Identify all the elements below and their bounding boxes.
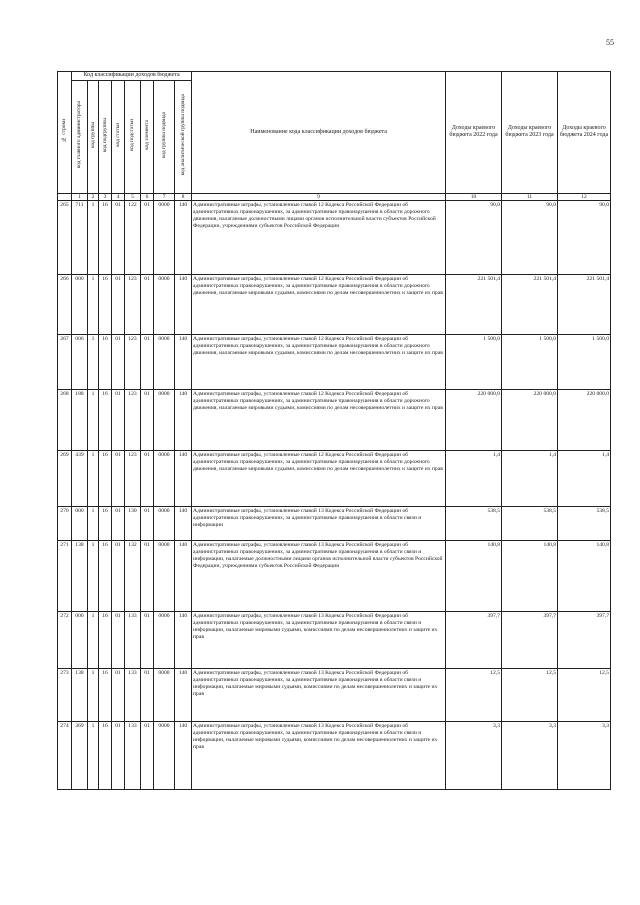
group-code: 1 bbox=[88, 722, 99, 790]
subgroup-code: 16 bbox=[99, 612, 112, 669]
article-code: 01 bbox=[112, 201, 125, 275]
income-2024-value: 221 501,4 bbox=[558, 275, 611, 335]
income-2023-value: 3,3 bbox=[502, 722, 558, 790]
row-number: 271 bbox=[58, 541, 72, 612]
admin-code: 138 bbox=[72, 669, 88, 722]
income-2024-value: 538,5 bbox=[558, 507, 611, 541]
subtype-group-code: 0000 bbox=[154, 201, 175, 275]
admin-code: 000 bbox=[72, 275, 88, 335]
subarticle-code: 132 bbox=[125, 541, 141, 612]
subarticle-code: 123 bbox=[125, 335, 141, 390]
row-number: 272 bbox=[58, 612, 72, 669]
group-code: 1 bbox=[88, 201, 99, 275]
income-2022-value: 1,4 bbox=[446, 451, 502, 507]
article-code: 01 bbox=[112, 541, 125, 612]
subgroup-code: 16 bbox=[99, 275, 112, 335]
subarticle-code: 123 bbox=[125, 275, 141, 335]
income-2023-value: 397,7 bbox=[502, 612, 558, 669]
income-2022-value: 397,7 bbox=[446, 612, 502, 669]
column-number: 12 bbox=[558, 193, 611, 201]
income-2022-value: 538,5 bbox=[446, 507, 502, 541]
subgroup-code: 16 bbox=[99, 722, 112, 790]
income-code-name: Административные штрафы, установленные главой 12 Кодекса Российской Федерации об административных правонарушениях, за административные правонарушения в области дорожного движения, налагаемые мировыми судьями, комиссиями по делам несовершеннолетних и защите их прав bbox=[192, 335, 446, 390]
row-number: 267 bbox=[58, 335, 72, 390]
table-row bbox=[58, 612, 611, 669]
income-2022-value: 1 500,0 bbox=[446, 335, 502, 390]
classification-code-header: Код классификации доходов бюджета bbox=[72, 72, 192, 81]
income-2022-value: 3,3 bbox=[446, 722, 502, 790]
analytic-group-code: 140 bbox=[175, 541, 192, 612]
column-number: 11 bbox=[502, 193, 558, 201]
admin-code-header: код главного администратора bbox=[72, 80, 88, 193]
analytic-group-code: 140 bbox=[175, 335, 192, 390]
admin-code: 138 bbox=[72, 541, 88, 612]
column-number: 2 bbox=[88, 193, 99, 201]
admin-code: 369 bbox=[72, 722, 88, 790]
subgroup-code: 16 bbox=[99, 451, 112, 507]
subarticle-code: 133 bbox=[125, 722, 141, 790]
article-code: 01 bbox=[112, 275, 125, 335]
income-2022-value: 140,8 bbox=[446, 541, 502, 612]
admin-code: 000 bbox=[72, 612, 88, 669]
column-number: 1 bbox=[72, 193, 88, 201]
admin-code: 000 bbox=[72, 507, 88, 541]
admin-code: 439 bbox=[72, 451, 88, 507]
analytic-group-code: 140 bbox=[175, 507, 192, 541]
income-code-name: Административные штрафы, установленные главой 13 Кодекса Российской Федерации об административных правонарушениях, за административные правонарушения в области связи и информации bbox=[192, 507, 446, 541]
subtype-group-code: 0000 bbox=[154, 275, 175, 335]
column-number bbox=[58, 193, 72, 201]
income-code-name: Административные штрафы, установленные главой 12 Кодекса Российской Федерации об административных правонарушениях, за административные правонарушения в области дорожного движения, налагаемые мировыми судьями, комиссиями по делам несовершеннолетних и защите их прав bbox=[192, 451, 446, 507]
table-row bbox=[58, 669, 611, 722]
subtype-group-code: 0000 bbox=[154, 390, 175, 451]
income-code-name: Административные штрафы, установленные главой 13 Кодекса Российской Федерации об административных правонарушениях, за административные правонарушения в области связи и информации, налагаемые мировыми судьями, комиссиями по делам несовершеннолетних и защите их прав bbox=[192, 612, 446, 669]
subtype-group-code: 0000 bbox=[154, 722, 175, 790]
column-number: 8 bbox=[175, 193, 192, 201]
income-2023-value: 12,5 bbox=[502, 669, 558, 722]
row-number: 266 bbox=[58, 275, 72, 335]
element-code: 01 bbox=[141, 201, 154, 275]
income-2024-value: 90,0 bbox=[558, 201, 611, 275]
subtype-group-code: 0000 bbox=[154, 669, 175, 722]
subtype-group-code: 0000 bbox=[154, 451, 175, 507]
income-2023-value: 221 501,4 bbox=[502, 275, 558, 335]
income-code-name: Административные штрафы, установленные главой 13 Кодекса Российской Федерации об административных правонарушениях, за административные правонарушения в области связи и информации, налагаемые должностными лицами органов исполнительной власти субъектов Российской Федерации, учреждениями субъектов Российской Федерации bbox=[192, 541, 446, 612]
table-row bbox=[58, 507, 611, 541]
element-code: 01 bbox=[141, 275, 154, 335]
subgroup-code: 16 bbox=[99, 541, 112, 612]
page-number: 55 bbox=[606, 38, 614, 47]
group-code: 1 bbox=[88, 669, 99, 722]
element-code: 01 bbox=[141, 507, 154, 541]
group-code: 1 bbox=[88, 612, 99, 669]
subgroup-code: 16 bbox=[99, 201, 112, 275]
subtype-group-code: 0000 bbox=[154, 507, 175, 541]
table-row bbox=[58, 275, 611, 335]
element-code: 01 bbox=[141, 390, 154, 451]
analytic-group-code: 140 bbox=[175, 669, 192, 722]
subgroup-code-header: код подгруппы bbox=[99, 80, 112, 193]
subgroup-code: 16 bbox=[99, 335, 112, 390]
column-number: 9 bbox=[192, 193, 446, 201]
subgroup-code: 16 bbox=[99, 507, 112, 541]
table-row bbox=[58, 201, 611, 275]
group-code: 1 bbox=[88, 390, 99, 451]
analytic-group-code: 140 bbox=[175, 390, 192, 451]
subarticle-code: 122 bbox=[125, 201, 141, 275]
element-code-header: код элемента bbox=[141, 80, 154, 193]
table-row bbox=[58, 451, 611, 507]
row-number: 270 bbox=[58, 507, 72, 541]
subarticle-code: 133 bbox=[125, 669, 141, 722]
income-2024-value: 1,4 bbox=[558, 451, 611, 507]
income-2024-value: 3,3 bbox=[558, 722, 611, 790]
income-2024-value: 397,7 bbox=[558, 612, 611, 669]
analytic-group-code: 140 bbox=[175, 612, 192, 669]
group-code: 1 bbox=[88, 335, 99, 390]
table-body bbox=[58, 201, 611, 790]
article-code: 01 bbox=[112, 390, 125, 451]
income-2022-value: 221 501,4 bbox=[446, 275, 502, 335]
subtype-group-code-header: код группы подвида bbox=[154, 80, 175, 193]
element-code: 01 bbox=[141, 451, 154, 507]
subgroup-code: 16 bbox=[99, 669, 112, 722]
column-numbers-row bbox=[58, 193, 611, 201]
group-code: 1 bbox=[88, 507, 99, 541]
group-code: 1 bbox=[88, 541, 99, 612]
group-code: 1 bbox=[88, 275, 99, 335]
table-row bbox=[58, 390, 611, 451]
row-number: 268 bbox=[58, 390, 72, 451]
analytic-group-code: 140 bbox=[175, 275, 192, 335]
article-code: 01 bbox=[112, 451, 125, 507]
element-code: 01 bbox=[141, 541, 154, 612]
row-number: 273 bbox=[58, 669, 72, 722]
admin-code: 188 bbox=[72, 390, 88, 451]
income-code-name: Административные штрафы, установленные главой 13 Кодекса Российской Федерации об административных правонарушениях, за административные правонарушения в области связи и информации, налагаемые мировыми судьями, комиссиями по делам несовершеннолетних и защите их прав bbox=[192, 669, 446, 722]
column-number: 4 bbox=[112, 193, 125, 201]
income-2024-value: 1 500,0 bbox=[558, 335, 611, 390]
analytic-group-code: 140 bbox=[175, 201, 192, 275]
income-2022-value: 12,5 bbox=[446, 669, 502, 722]
income-code-name: Административные штрафы, установленные главой 12 Кодекса Российской Федерации об административных правонарушениях, за административные правонарушения в области дорожного движения, налагаемые мировыми судьями, комиссиями по делам несовершеннолетних и защите их прав bbox=[192, 390, 446, 451]
analytic-group-code: 140 bbox=[175, 451, 192, 507]
row-number: 269 bbox=[58, 451, 72, 507]
article-code-header: код статьи bbox=[112, 80, 125, 193]
element-code: 01 bbox=[141, 669, 154, 722]
subtype-group-code: 0000 bbox=[154, 335, 175, 390]
table-row bbox=[58, 722, 611, 790]
subarticle-code: 133 bbox=[125, 612, 141, 669]
row-number: 274 bbox=[58, 722, 72, 790]
subarticle-code-header: код подстатьи bbox=[125, 80, 141, 193]
group-code-header: код группы bbox=[88, 80, 99, 193]
column-number: 10 bbox=[446, 193, 502, 201]
subgroup-code: 16 bbox=[99, 390, 112, 451]
table-row bbox=[58, 541, 611, 612]
income-code-name: Административные штрафы, установленные главой 13 Кодекса Российской Федерации об административных правонарушениях, за административные правонарушения в области связи и информации, налагаемые мировыми судьями, комиссиями по делам несовершеннолетних и защите их прав bbox=[192, 722, 446, 790]
analytic-group-code-header: код аналитической группы подвида bbox=[175, 80, 192, 193]
article-code: 01 bbox=[112, 669, 125, 722]
income-2023-value: 90,0 bbox=[502, 201, 558, 275]
income-2023-value: 1 500,0 bbox=[502, 335, 558, 390]
column-number: 5 bbox=[125, 193, 141, 201]
budget-income-table bbox=[57, 71, 611, 790]
column-number: 3 bbox=[99, 193, 112, 201]
income-2024-value: 140,8 bbox=[558, 541, 611, 612]
article-code: 01 bbox=[112, 507, 125, 541]
income-2022-header: Доходы краевого бюджета 2022 года bbox=[446, 72, 502, 194]
subtype-group-code: 0000 bbox=[154, 541, 175, 612]
income-2023-value: 220 000,0 bbox=[502, 390, 558, 451]
income-2023-value: 140,8 bbox=[502, 541, 558, 612]
article-code: 01 bbox=[112, 335, 125, 390]
income-code-name: Административные штрафы, установленные главой 12 Кодекса Российской Федерации об административных правонарушениях, за административные правонарушения в области дорожного движения, налагаемые мировыми судьями, комиссиями по делам несовершеннолетних и защите их прав bbox=[192, 275, 446, 335]
element-code: 01 bbox=[141, 722, 154, 790]
income-2024-header: Доходы краевого бюджета 2024 года bbox=[558, 72, 611, 194]
income-2022-value: 220 000,0 bbox=[446, 390, 502, 451]
row-number-header: № строки bbox=[58, 72, 72, 194]
analytic-group-code: 140 bbox=[175, 722, 192, 790]
column-number: 7 bbox=[154, 193, 175, 201]
income-2023-value: 1,4 bbox=[502, 451, 558, 507]
income-2022-value: 90,0 bbox=[446, 201, 502, 275]
column-number: 6 bbox=[141, 193, 154, 201]
code-name-header: Наименование кода классификации доходов бюджета bbox=[192, 72, 446, 194]
article-code: 01 bbox=[112, 722, 125, 790]
subarticle-code: 130 bbox=[125, 507, 141, 541]
admin-code: 006 bbox=[72, 335, 88, 390]
row-number: 265 bbox=[58, 201, 72, 275]
subarticle-code: 123 bbox=[125, 390, 141, 451]
article-code: 01 bbox=[112, 612, 125, 669]
income-code-name: Административные штрафы, установленные главой 12 Кодекса Российской Федерации об административных правонарушениях, за административные правонарушения в области дорожного движения, налагаемые должностными лицами органов исполнительной власти субъектов Российской Федерации, учреждениями субъектов Российской Федерации bbox=[192, 201, 446, 275]
subtype-group-code: 0000 bbox=[154, 612, 175, 669]
income-2024-value: 220 000,0 bbox=[558, 390, 611, 451]
element-code: 01 bbox=[141, 612, 154, 669]
income-2023-value: 538,5 bbox=[502, 507, 558, 541]
table-row bbox=[58, 335, 611, 390]
admin-code: 711 bbox=[72, 201, 88, 275]
income-2024-value: 12,5 bbox=[558, 669, 611, 722]
income-2023-header: Доходы краевого бюджета 2023 года bbox=[502, 72, 558, 194]
group-code: 1 bbox=[88, 451, 99, 507]
element-code: 01 bbox=[141, 335, 154, 390]
subarticle-code: 123 bbox=[125, 451, 141, 507]
